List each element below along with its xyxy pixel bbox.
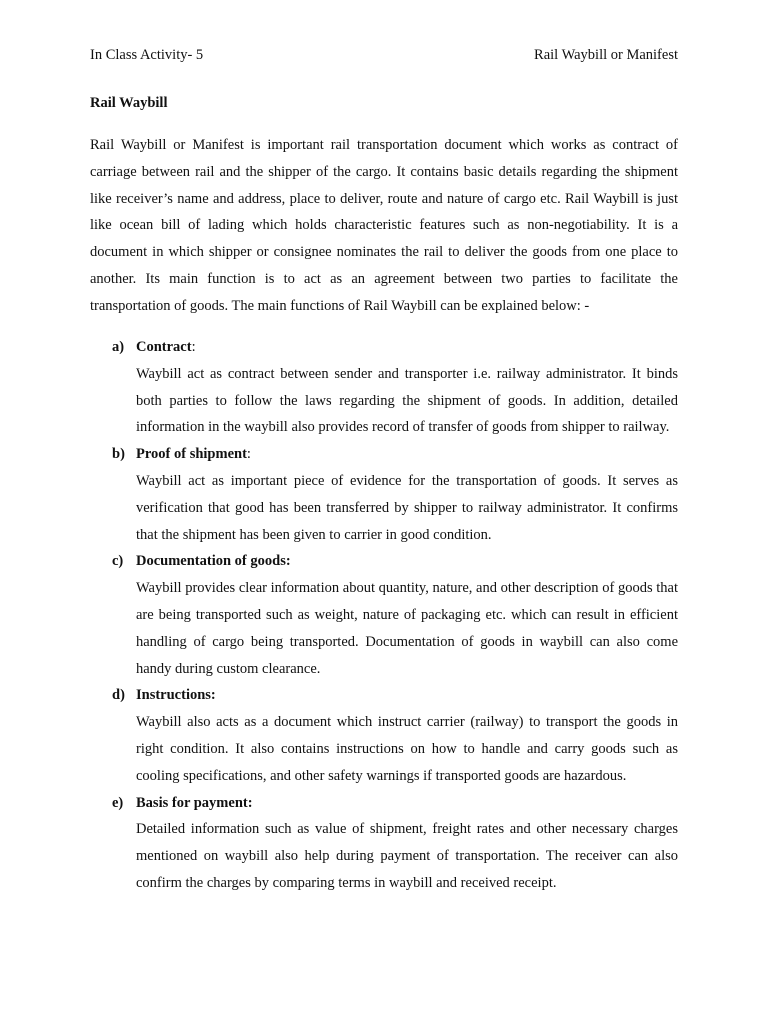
- function-heading: Documentation of goods:: [136, 553, 291, 570]
- function-heading: Instructions:: [136, 687, 216, 704]
- function-description: Waybill act as important piece of evidence for the transportation of goods. It serves as verification that good has been transferred by shipper to railway administrator. It confirms that the shipment has been given to carrier in good condition.: [136, 472, 678, 543]
- function-description: Waybill act as contract between sender and transporter i.e. railway administrator. It binds both parties to follow the laws regarding the shipment of goods. In addition, detailed information in the waybill also provides record of transfer of goods from shipper to railway.: [136, 365, 678, 436]
- function-item-basis-for-payment: [90, 790, 678, 897]
- function-description: Waybill also acts as a document which instruct carrier (railway) to transport the goods in right condition. It also contains instructions on how to handle and carry goods such as cooling specifications, and other safety warnings if transported goods are hazardous.: [136, 714, 678, 784]
- list-marker: e): [112, 794, 124, 811]
- function-heading-suffix: :: [246, 446, 251, 463]
- document-title: Rail Waybill: [90, 95, 168, 111]
- list-marker: a): [112, 339, 125, 355]
- function-heading-line: [136, 682, 678, 709]
- function-heading-suffix: :: [191, 339, 196, 355]
- function-item-instructions: [90, 682, 678, 789]
- header-right: Rail Waybill or Manifest: [534, 47, 678, 63]
- function-item-proof-of-shipment: [90, 441, 678, 548]
- function-heading: Basis for payment:: [136, 794, 253, 811]
- functions-list: [90, 334, 678, 897]
- function-heading: Proof of shipment: [136, 446, 247, 463]
- intro-paragraph: Rail Waybill or Manifest is important rail transportation document which works as contract of carriage between rail and the shipper of the cargo. It contains basic details regarding the shipment like receiver’s name and address, place to deliver, route and nature of cargo etc. Rail Waybill is just like ocean bill of lading which holds characteristic features such as non-negotiability. It is a document in which shipper or consignee nominates the rail to deliver the goods from one place to another. Its main function is to act as an agreement between two parties to facilitate the transportation of goods. The main functions of Rail Waybill can be explained below: -: [90, 137, 678, 314]
- function-heading: Contract: [136, 339, 192, 355]
- list-marker: d): [112, 687, 125, 704]
- function-heading-line: [136, 334, 678, 361]
- function-item-documentation-of-goods: [90, 548, 678, 682]
- list-marker: b): [112, 446, 125, 463]
- function-heading-line: [136, 548, 678, 575]
- function-heading-line: [136, 441, 678, 468]
- function-description: Waybill provides clear information about quantity, nature, and other description of goods that are being transported such as weight, nature of packaging etc. which can result in efficient handling of cargo being transported. Documentation of goods in waybill can also come handy during custom clearance.: [136, 580, 678, 677]
- list-marker: c): [112, 553, 124, 570]
- function-heading-line: [136, 790, 678, 817]
- header-left: In Class Activity- 5: [90, 47, 204, 63]
- page-header: [90, 46, 678, 64]
- function-item-contract: [90, 334, 678, 441]
- function-description: Detailed information such as value of shipment, freight rates and other necessary charges mentioned on waybill also help during payment of transportation. The receiver can also confirm the charges by comparing terms in waybill and received receipt.: [136, 821, 678, 891]
